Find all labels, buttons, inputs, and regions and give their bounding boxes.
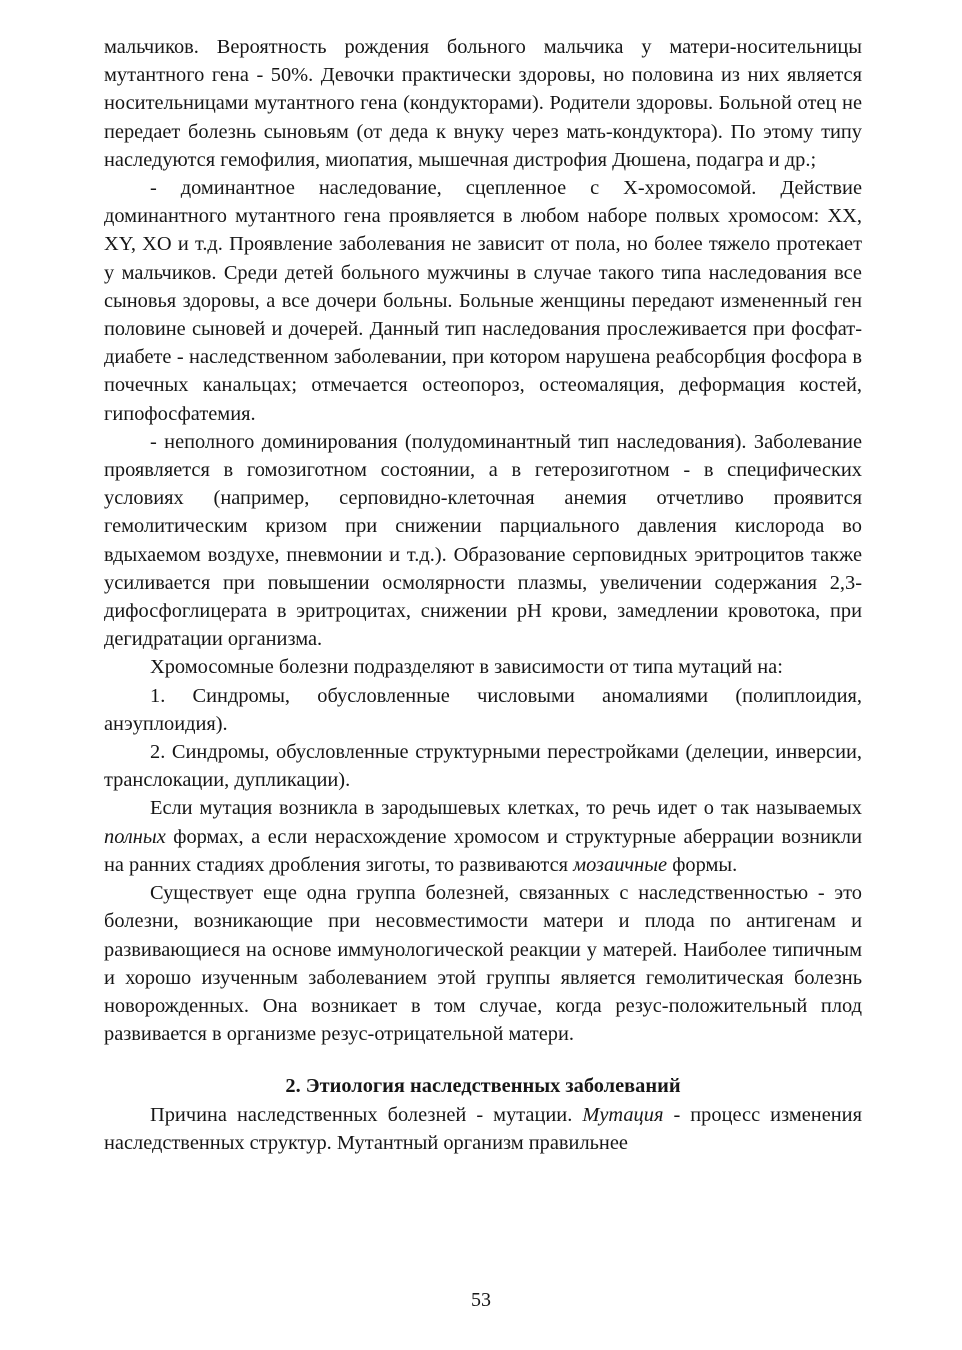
text-segment: - неполного доминирования (полудоминантный тип наследования). Заболевание проявляется в гомозиготном состоянии, а в гетерозиготном - в специфических условиях (например, серповидно-клеточная анемия отчетливо проявится гемолитическим кризом при снижении парциального давления кислорода во вдыхаемом воздухе, пневмонии и т.д.). Образование серповидных эритроцитов также усиливается при повышении осмолярности плазмы, увеличении содержания 2,3-дифосфоглицерата в эритроцитах, снижении pH крови, замедлении кровотока, при дегидратации организма.: [104, 430, 862, 651]
paragraph: [104, 653, 862, 681]
paragraph: [104, 428, 862, 654]
text-segment: 1. Синдромы, обусловленные числовыми аномалиями (полиплоидия, анэуплоидия).: [104, 684, 862, 735]
document-page: [104, 33, 862, 1313]
italic-term: мозаичные: [573, 853, 668, 876]
paragraph: [104, 174, 862, 428]
paragraph: [104, 33, 862, 174]
text-segment: Существует еще одна группа болезней, связанных с наследственностью - это болезни, возникающие при несовместимости матери и плода по антигенам и развивающиеся на основе иммунологической реакции у матерей. Наиболее типичным и хорошо изученным заболеванием этой группы является гемолитическая болезнь новорожденных. Она возникает в том случае, когда резус-положительный плод развивается в организме резус-отрицательной матери.: [104, 882, 862, 1046]
text-segment: формы.: [667, 853, 738, 876]
italic-term: Мутация: [582, 1103, 664, 1126]
text-segment: формах, а если нерасхождение хромосом и структурные аберрации возникли на ранних стадиях дробления зиготы, то развиваются: [104, 825, 862, 876]
text-segment: Если мутация возникла в зародышевых клетках, то речь идет о так называемых: [150, 797, 862, 820]
section-heading: 2. Этиология наследственных заболеваний: [285, 1075, 681, 1098]
paragraph: [104, 879, 862, 1048]
text-segment: Хромосомные болезни подразделяют в зависимости от типа мутаций на:: [150, 656, 783, 679]
text-segment: - доминантное наследование, сцепленное с Х-хромосомой. Действие доминантного мутантного гена проявляется в любом наборе полвых хромосом: XX, XY, XO и т.д. Проявление заболевания не зависит от пола, но более тяжело протекает у мальчиков. Среди детей больного мужчины в случае такого типа наследования все сыновья здоровы, а все дочери больны. Больные женщины передают измененный ген половине сыновей и дочерей. Данный тип наследования прослеживается при фосфат-диабете - наследственном заболевании, при котором нарушена реабсорбция фосфора в почечных канальцах; отмечается остеопороз, остеомаляция, деформация костей, гипофосфатемия.: [104, 177, 862, 425]
italic-term: полных: [104, 825, 166, 848]
paragraph: [104, 794, 862, 879]
final-paragraph: [104, 1101, 862, 1157]
text-segment: - процесс изменения наследственных структур. Мутантный организм правильнее: [104, 1103, 862, 1154]
text-segment: Причина наследственных болезней - мутации.: [150, 1103, 583, 1126]
paragraph: [104, 738, 862, 794]
text-segment: мальчиков. Вероятность рождения больного мальчика у матери-носительницы мутантного гена - 50%. Девочки практически здоровы, но половина из них является носительницами мутантного гена (кондукторами). Родители здоровы. Больной отец не передает болезнь сыновьям (от деда к внуку через мать-кондуктора). По этому типу наследуются гемофилия, миопатия, мышечная дистрофия Дюшена, подагра и др.;: [104, 36, 862, 171]
text-segment: 2. Синдромы, обусловленные структурными перестройками (делеции, инверсии, транслокации, дупликации).: [104, 741, 862, 792]
paragraph: [104, 682, 862, 738]
page-number: 53: [471, 1289, 491, 1311]
body-text: [104, 33, 862, 1048]
